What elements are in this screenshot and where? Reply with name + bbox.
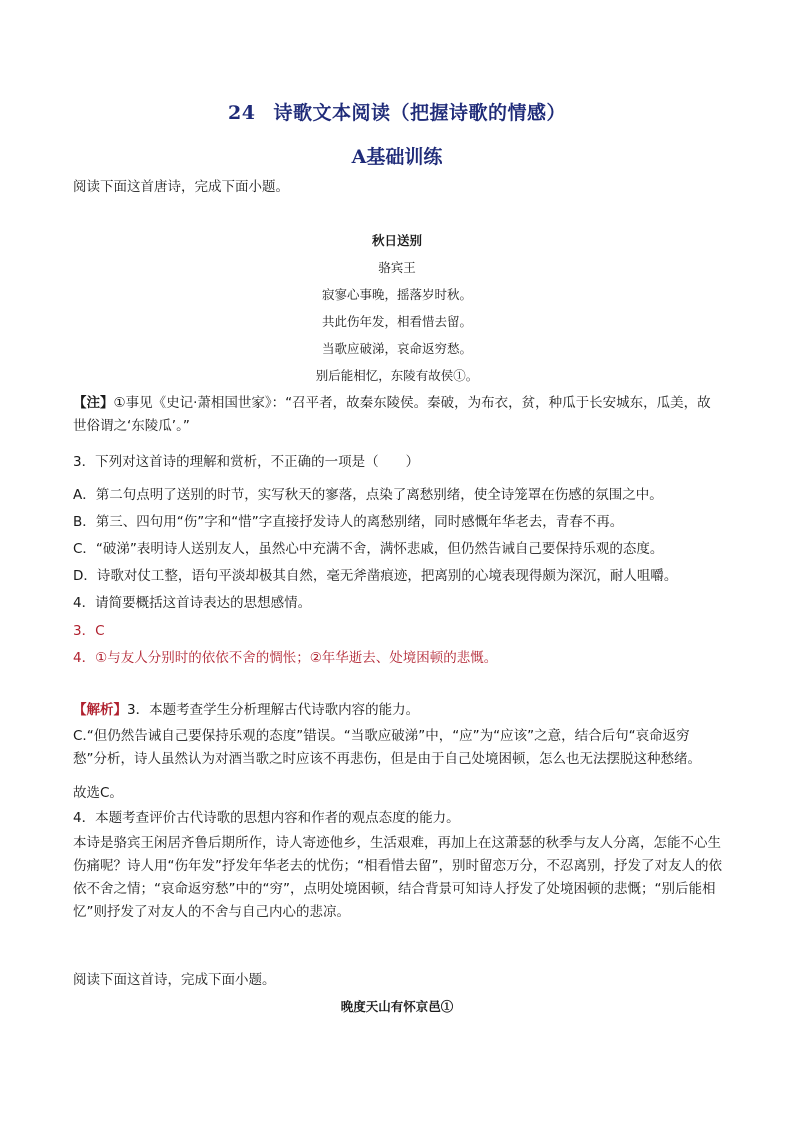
- question-3-option-d: D．诗歌对仗工整，语句平淡却极其自然，毫无斧凿痕迹，把离别的心境表现得颇为深沉，耐人咀嚼。: [73, 568, 678, 584]
- lesson-title: 诗歌文本阅读（把握诗歌的情感）: [273, 102, 566, 124]
- analysis-q3-body: C.“但仍然告诫自己要保持乐观的态度”错误。“当歌应破涕”中，“应”为“应该”之意，结合后句“哀命返穷愁”分析，诗人虽然认为对酒当歌之时应该不再悲伤，但是由于自己处境困顿，怎么也无法摆脱这种愁绪。: [73, 728, 701, 767]
- analysis-q3-intro: 3．本题考查学生分析理解古代诗歌内容的能力。: [127, 702, 420, 718]
- note-text: ①事见《史记·萧相国世家》：“召平者，故秦东陵侯。秦破，为布衣，贫，种瓜于长安城东，瓜美，故世俗谓之‘东陵瓜’。”: [73, 395, 711, 434]
- question-3-option-a: A．第二句点明了送别的时节，实写秋天的寥落，点染了离愁别绪，使全诗笼罩在伤感的氛围之中。: [73, 487, 663, 503]
- analysis-q4-intro: 4．本题考查评价古代诗歌的思想内容和作者的观点态度的能力。: [73, 810, 460, 826]
- analysis-q3-conclusion: 故选C。: [73, 785, 123, 801]
- poem-1-line: 共此伤年发，相看惜去留。: [321, 314, 472, 329]
- question-3-option-b: B．第三、四句用“伤”字和“惜”字直接抒发诗人的离愁别绪，同时感慨年华老去，青春不再。: [73, 514, 624, 530]
- analysis-header: [73, 700, 419, 720]
- question-3-stem: 3．下列对这首诗的理解和赏析，不正确的一项是（ ）: [73, 454, 420, 470]
- reading-instruction-1: 阅读下面这首唐诗，完成下面小题。: [73, 179, 289, 195]
- question-4-stem: 4．请简要概括这首诗表达的思想感情。: [73, 595, 312, 611]
- note-tag: 【注】: [73, 395, 114, 411]
- poem-1-line: 寂寥心事晚，摇落岁时秋。: [321, 287, 472, 302]
- poem-note: [73, 392, 723, 438]
- section-subtitle: A基础训练: [351, 146, 443, 168]
- lesson-number: 24: [228, 102, 256, 124]
- poem-1-title: 秋日送别: [371, 233, 422, 248]
- answer-3: 3．C: [73, 623, 105, 639]
- reading-instruction-2: 阅读下面这首诗，完成下面小题。: [73, 972, 276, 988]
- poem-1-line: 当歌应破涕，哀命返穷愁。: [321, 341, 472, 356]
- poem-1-line: 别后能相忆，东陵有故侯①。: [315, 368, 479, 383]
- question-3-option-c: C．“破涕”表明诗人送别友人，虽然心中充满不舍，满怀悲戚，但仍然告诫自己要保持乐观的态度。: [73, 541, 664, 557]
- poem-1-author: 骆宾王: [378, 260, 416, 275]
- answer-4: 4．①与友人分别时的依依不舍的惆怅；②年华逝去、处境困顿的悲慨。: [73, 650, 498, 666]
- analysis-tag: 【解析】: [73, 702, 127, 718]
- page-title: [0, 98, 794, 125]
- analysis-q4-body: 本诗是骆宾王闲居齐鲁后期所作，诗人寄迹他乡，生活艰难，再加上在这萧瑟的秋季与友人分离，怎能不心生伤痛呢？诗人用“伤年发”抒发年华老去的忧伤；“相看惜去留”，别时留恋万分，不忍离别，抒发了对友人的依依不舍之情；“哀命返穷愁”中的“穷”，点明处境困顿，结合背景可知诗人抒发了处境困顿的悲慨；“别后能相忆”则抒发了对友人的不舍与自己内心的悲凉。: [73, 835, 722, 920]
- poem-2-title: 晚度天山有怀京邑①: [340, 999, 454, 1014]
